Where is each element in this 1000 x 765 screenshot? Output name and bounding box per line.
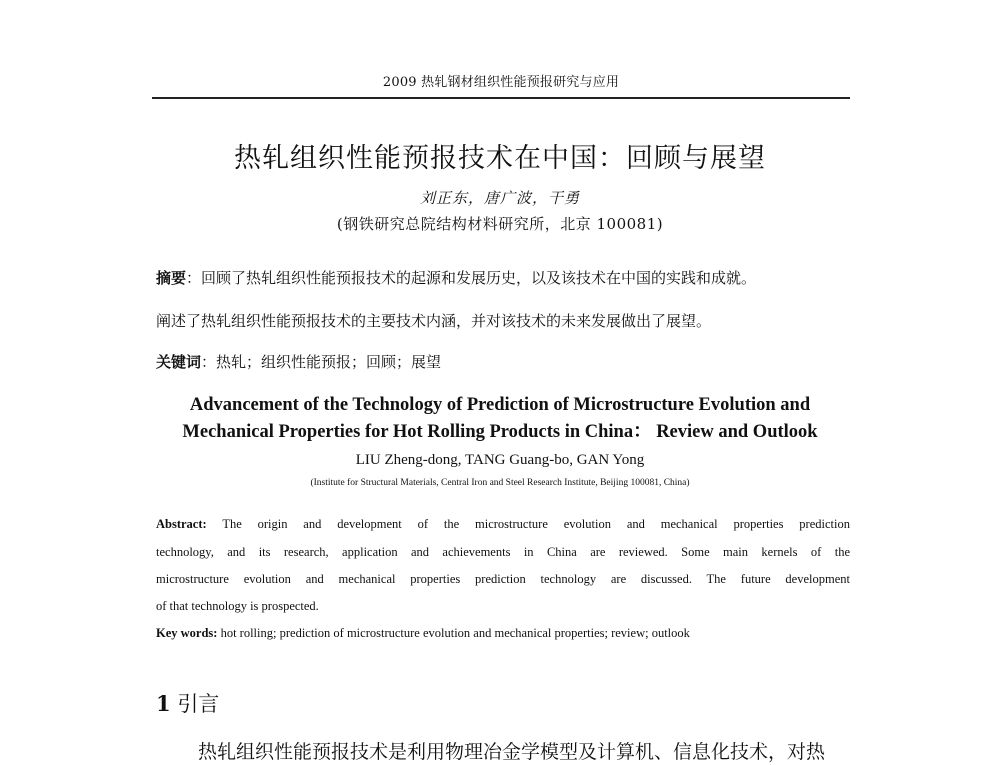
affiliation-chinese: (钢铁研究总院结构材料研究所，北京 100081) xyxy=(336,215,664,233)
abstract-chinese-line-1 xyxy=(156,268,856,288)
abstract-english-text-1: The origin and development of the microstructure evolution and mechanical properties prediction xyxy=(206,517,850,531)
title-english-line-2: Mechanical Properties for Hot Rolling Products in China： Review and Outlook xyxy=(182,422,818,442)
running-head: 2009 热轧钢材组织性能预报研究与应用 xyxy=(382,75,620,90)
header-rule xyxy=(152,97,850,99)
keywords-english-label: Key words: xyxy=(156,626,218,640)
section-heading xyxy=(156,690,219,718)
title-chinese: 热轧组织性能预报技术在中国：回顾与展望 xyxy=(234,143,766,174)
abstract-chinese-line-2: 阐述了热轧组织性能预报技术的主要技术内涵，并对该技术的未来发展做出了展望。 xyxy=(156,312,712,330)
keywords-english-text: hot rolling; prediction of microstructure evolution and mechanical properties; review; outlook xyxy=(217,626,690,640)
abstract-chinese-text-1: ：回顾了热轧组织性能预报技术的起源和发展历史，以及该技术在中国的实践和成就。 xyxy=(186,269,757,287)
section-title-text: 引言 xyxy=(177,692,220,716)
abstract-chinese-label: 摘要 xyxy=(156,269,187,287)
section-number: 1 xyxy=(156,691,171,716)
abstract-english-label: Abstract: xyxy=(156,517,207,531)
affiliation-english: (Institute for Structural Materials, Central Iron and Steel Research Institute, Beijing 100081, China) xyxy=(310,478,690,488)
abstract-english-line-4: of that technology is prospected. xyxy=(156,599,319,613)
keywords-english xyxy=(156,624,850,642)
body-paragraph-line: 热轧组织性能预报技术是利用物理冶金学模型及计算机、信息化技术，对热 xyxy=(198,741,826,763)
abstract-english-line-2: technology, and its research, application and achievements in China are reviewed. Some main kernels of the xyxy=(156,545,850,559)
keywords-chinese-text: ：热轧；组织性能预报；回顾；展望 xyxy=(201,353,442,371)
keywords-chinese-label: 关键词 xyxy=(156,353,202,371)
abstract-english-line-1 xyxy=(156,515,850,533)
keywords-chinese xyxy=(156,352,856,372)
authors-chinese: 刘正东，唐广波，干勇 xyxy=(419,189,580,207)
authors-english: LIU Zheng-dong, TANG Guang-bo, GAN Yong xyxy=(355,452,645,468)
title-english-line-1: Advancement of the Technology of Prediction of Microstructure Evolution and xyxy=(189,395,811,415)
abstract-english-line-3: microstructure evolution and mechanical properties prediction technology are discussed. The future development xyxy=(156,572,850,586)
